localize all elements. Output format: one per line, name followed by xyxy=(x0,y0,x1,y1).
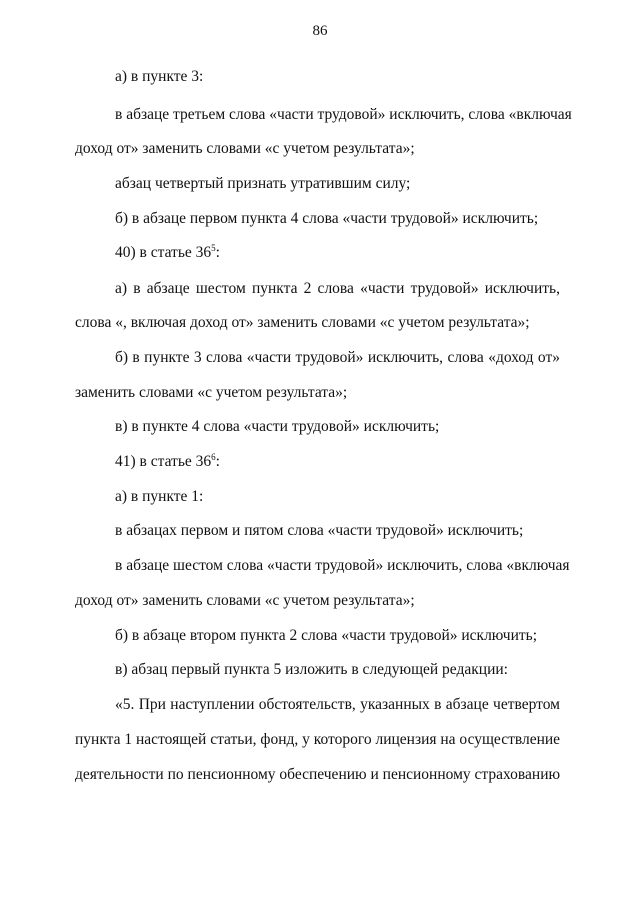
page-number: 86 xyxy=(312,23,328,39)
text-line-2: в абзаце третьем слова «части трудовой» исключить, слова «включая xyxy=(115,106,572,123)
article-colon-41: : xyxy=(215,453,220,470)
article-superscript-5: 5 xyxy=(211,242,216,253)
text-line-19: «5. При наступлении обстоятельств, указанных в абзаце четвертом xyxy=(115,696,560,713)
text-line-1: а) в пункте 3: xyxy=(115,68,204,85)
text-line-3: доход от» заменить словами «с учетом результата»; xyxy=(75,140,415,157)
text-line-4: абзац четвертый признать утратившим силу; xyxy=(115,175,411,192)
text-line-16: доход от» заменить словами «с учетом результата»; xyxy=(75,592,415,609)
text-line-5: б) в абзаце первом пункта 4 слова «части трудовой» исключить; xyxy=(115,210,539,227)
text-line-20: пункта 1 настоящей статьи, фонд, у которого лицензия на осуществление xyxy=(75,731,561,748)
text-line-7: а) в абзаце шестом пункта 2 слова «части трудовой» исключить, xyxy=(115,280,560,297)
article-superscript-6: 6 xyxy=(211,451,216,462)
text-line-14: в абзацах первом и пятом слова «части трудовой» исключить; xyxy=(115,522,524,539)
article-heading-40: 40) в статье 36 xyxy=(115,244,212,261)
text-line-6 xyxy=(115,243,560,263)
text-line-10: заменить словами «с учетом результата»; xyxy=(75,384,348,401)
text-line-21: деятельности по пенсионному обеспечению и пенсионному страхованию xyxy=(75,766,561,783)
article-colon-40: : xyxy=(215,244,220,261)
text-line-18: в) абзац первый пункта 5 изложить в следующей редакции: xyxy=(115,661,508,678)
text-line-15: в абзаце шестом слова «части трудовой» исключить, слова «включая xyxy=(115,557,570,574)
text-line-9: б) в пункте 3 слова «части трудовой» исключить, слова «доход от» xyxy=(115,349,560,366)
text-line-13: а) в пункте 1: xyxy=(115,488,204,505)
text-line-17: б) в абзаце втором пункта 2 слова «части трудовой» исключить; xyxy=(115,627,538,644)
text-line-12 xyxy=(115,452,560,472)
text-line-11: в) в пункте 4 слова «части трудовой» исключить; xyxy=(115,418,440,435)
article-heading-41: 41) в статье 36 xyxy=(115,453,212,470)
text-line-8: слова «, включая доход от» заменить словами «с учетом результата»; xyxy=(75,314,530,331)
